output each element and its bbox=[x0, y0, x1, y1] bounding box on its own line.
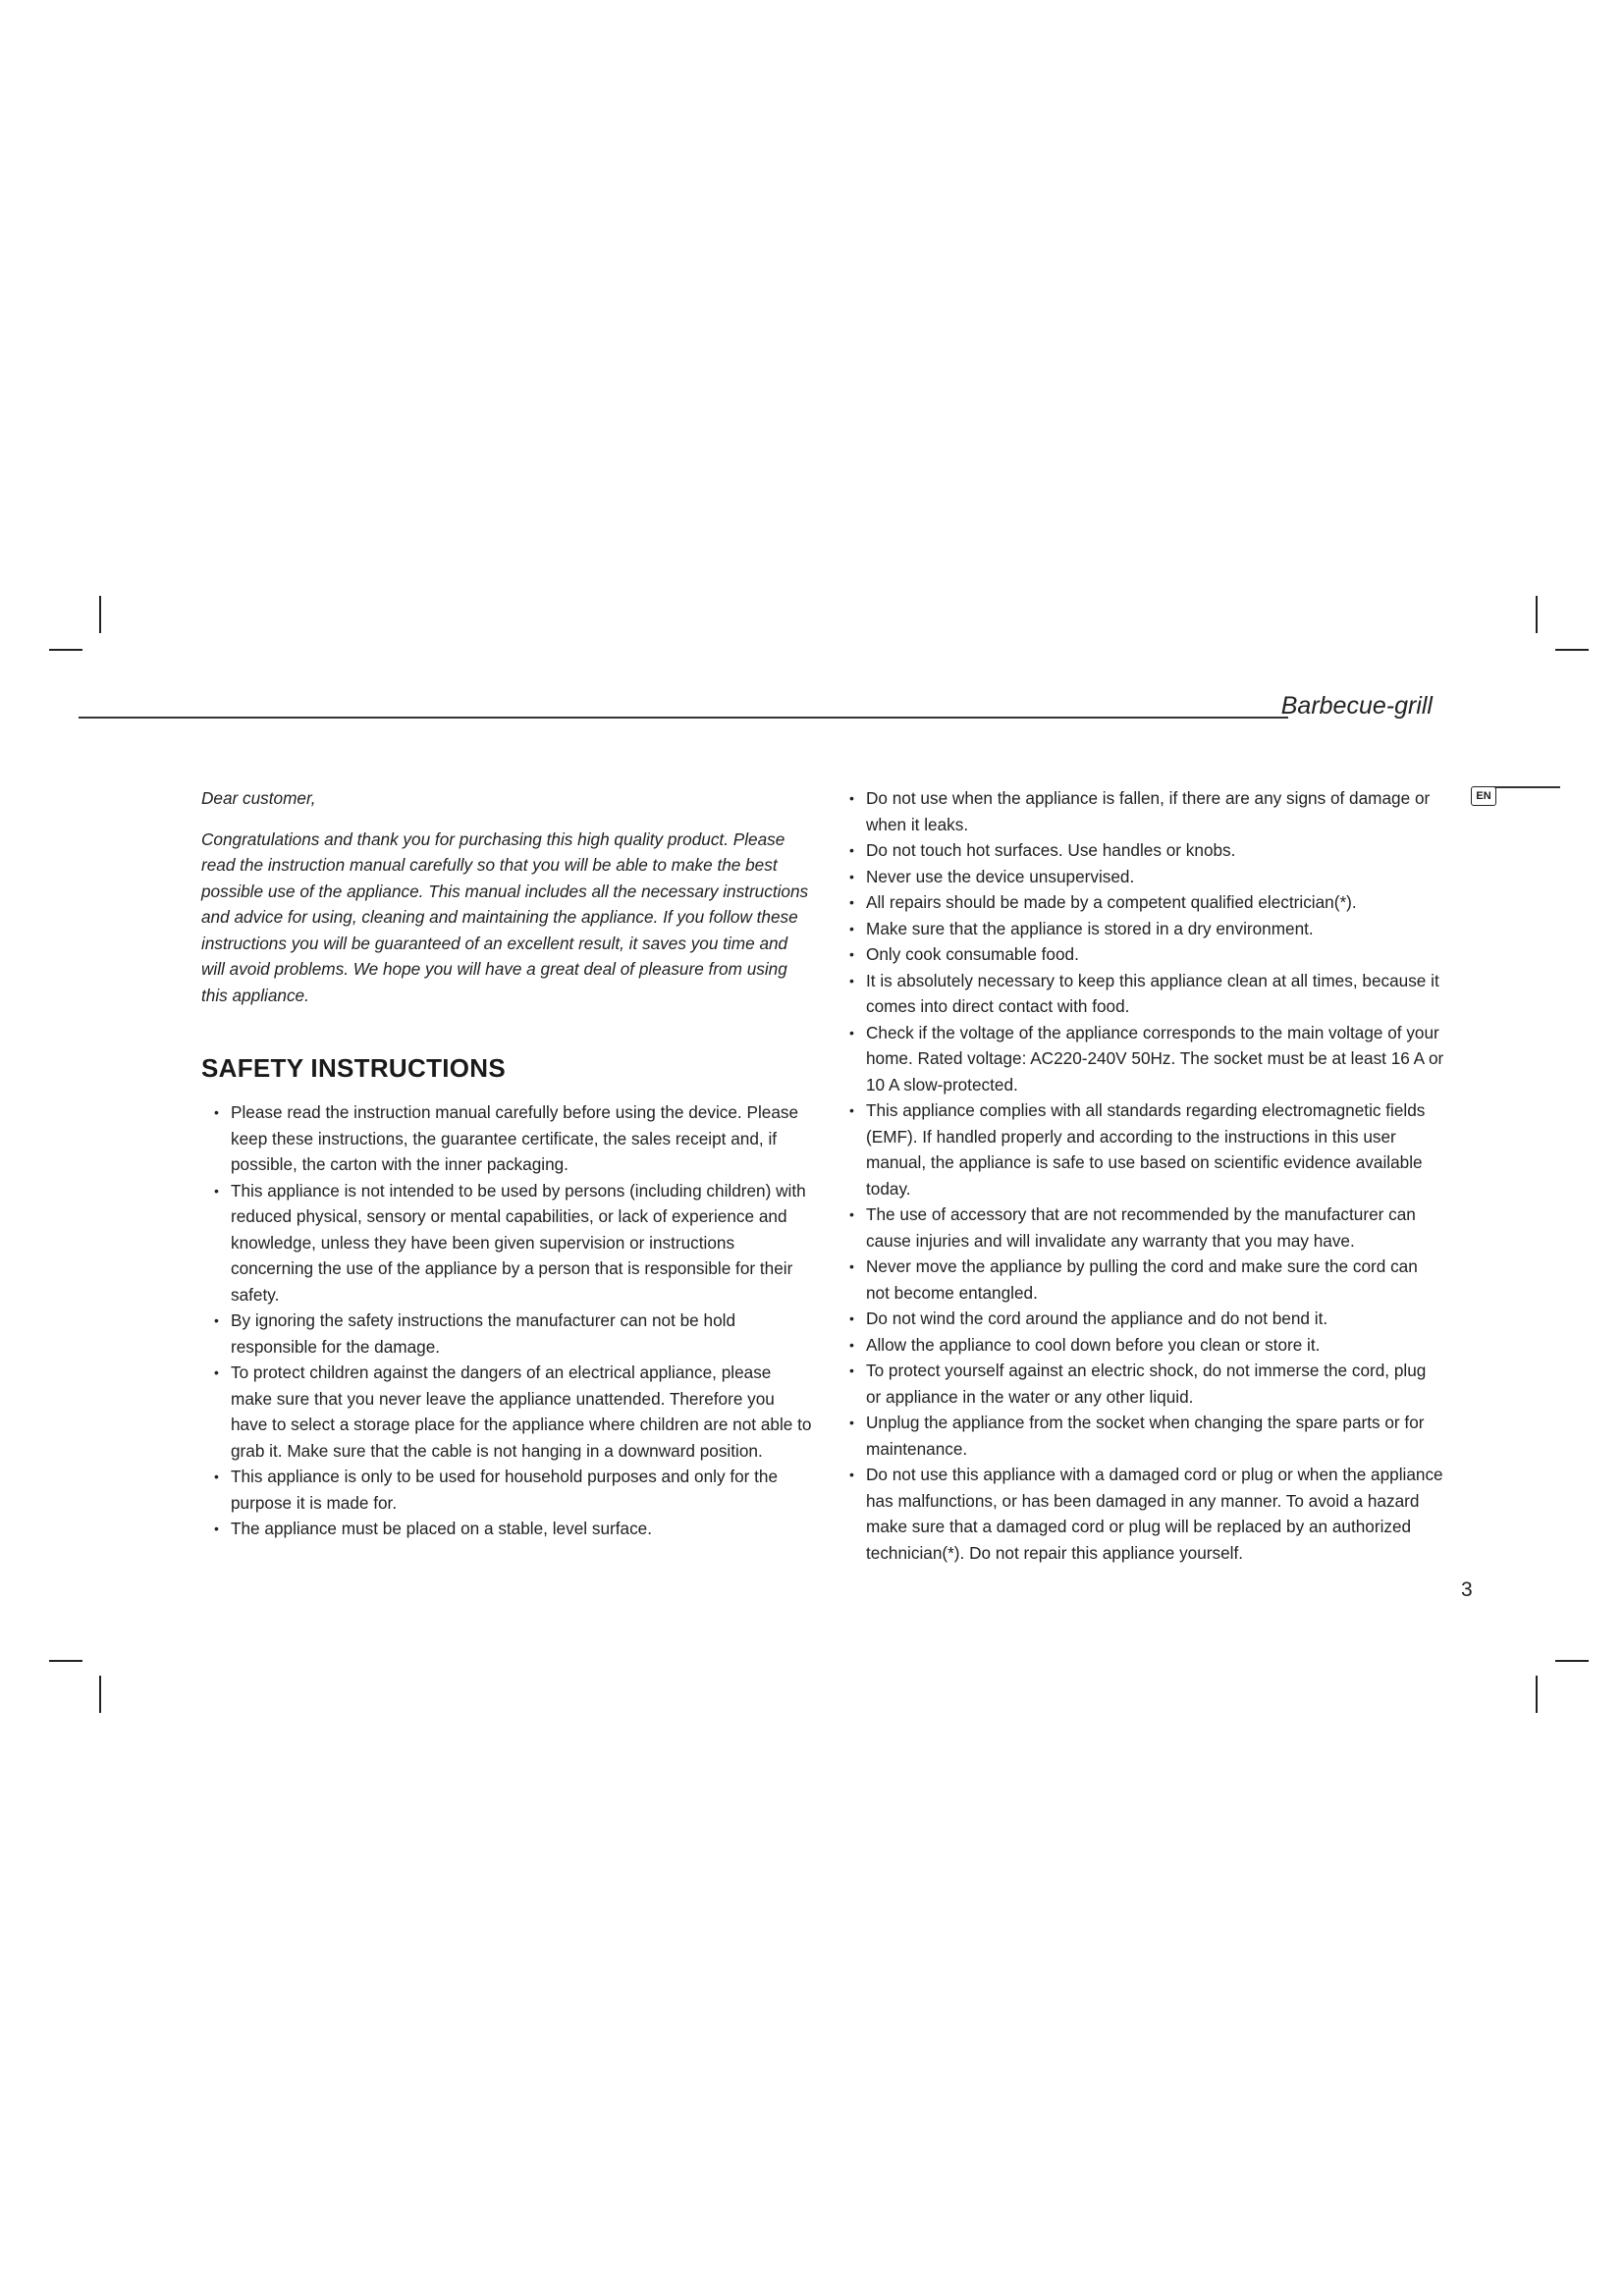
list-item: • The appliance must be placed on a stable, level surface. bbox=[209, 1516, 815, 1542]
header-rule bbox=[79, 717, 1288, 719]
list-item: • Do not wind the cord around the appliance and do not bend it. bbox=[844, 1306, 1445, 1332]
list-item: • This appliance is only to be used for household purposes and only for the purpose it is made for. bbox=[209, 1464, 815, 1516]
list-item: • This appliance complies with all standards regarding electromagnetic fields (EMF). If handled properly and according to the instructions in this user manual, the appliance is safe to use based on scientific evidence available today. bbox=[844, 1097, 1445, 1201]
crop-mark-bottom-left-horizontal bbox=[49, 1660, 82, 1662]
crop-mark-top-left-horizontal bbox=[49, 649, 82, 651]
list-item: • This appliance is not intended to be used by persons (including children) with reduced physical, sensory or mental capabilities, or lack of experience and knowledge, unless they have been given supervision or instructions concerning the use of the appliance by a person that is responsible for their safety. bbox=[209, 1178, 815, 1308]
list-item: • To protect yourself against an electric shock, do not immerse the cord, plug or appliance in the water or any other liquid. bbox=[844, 1358, 1445, 1410]
list-item: • It is absolutely necessary to keep this appliance clean at all times, because it comes into direct contact with food. bbox=[844, 968, 1445, 1020]
list-item: • Check if the voltage of the appliance corresponds to the main voltage of your home. Rated voltage: AC220-240V 50Hz. The socket must be at least 16 A or 10 A slow-protected. bbox=[844, 1020, 1445, 1098]
safety-list-left bbox=[209, 1099, 815, 1542]
language-badge: EN bbox=[1471, 786, 1496, 806]
left-column bbox=[201, 785, 815, 1542]
list-item: • Do not touch hot surfaces. Use handles or knobs. bbox=[844, 837, 1445, 864]
list-item: • To protect children against the dangers of an electrical appliance, please make sure that you never leave the appliance unattended. Therefore you have to select a storage place for the appliance where children are not able to grab it. Make sure that the cable is not hanging in a downward position. bbox=[209, 1360, 815, 1464]
section-title: SAFETY INSTRUCTIONS bbox=[201, 1053, 507, 1083]
list-item: • All repairs should be made by a competent qualified electrician(*). bbox=[844, 889, 1445, 916]
list-item: • Do not use when the appliance is fallen, if there are any signs of damage or when it leaks. bbox=[844, 785, 1445, 837]
page-header-title: Barbecue-grill bbox=[1280, 692, 1433, 720]
crop-mark-top-right-vertical bbox=[1536, 596, 1538, 633]
list-item: • By ignoring the safety instructions the manufacturer can not be hold responsible for the damage. bbox=[209, 1308, 815, 1360]
list-item: • Only cook consumable food. bbox=[844, 941, 1445, 968]
right-column bbox=[844, 785, 1445, 1566]
page-number: 3 bbox=[1461, 1578, 1473, 1601]
greeting: Dear customer, bbox=[201, 788, 316, 808]
list-item: • Never move the appliance by pulling the cord and make sure the cord can not become entangled. bbox=[844, 1254, 1445, 1306]
list-item: • Do not use this appliance with a damaged cord or plug or when the appliance has malfunctions, or has been damaged in any manner. To avoid a hazard make sure that a damaged cord or plug will be replaced by an authorized technician(*). Do not repair this appliance yourself. bbox=[844, 1462, 1445, 1566]
intro-paragraph: Congratulations and thank you for purchasing this high quality product. Please read the instruction manual carefully so that you will be able to make the best possible use of the appliance. This manual includes all the necessary instructions and advice for using, cleaning and maintaining the appliance. If you follow these instructions you will be guaranteed of an excellent result, it saves you time and will avoid problems. We hope you will have a great deal of pleasure from using this appliance. bbox=[201, 828, 809, 1005]
crop-mark-bottom-right-vertical bbox=[1536, 1676, 1538, 1713]
crop-mark-bottom-right-horizontal bbox=[1555, 1660, 1589, 1662]
list-item: • Unplug the appliance from the socket when changing the spare parts or for maintenance. bbox=[844, 1410, 1445, 1462]
crop-mark-top-right-horizontal bbox=[1555, 649, 1589, 651]
list-item: • Never use the device unsupervised. bbox=[844, 864, 1445, 890]
list-item: • Allow the appliance to cool down before you clean or store it. bbox=[844, 1332, 1445, 1359]
list-item: • The use of accessory that are not recommended by the manufacturer can cause injuries and will invalidate any warranty that you may have. bbox=[844, 1201, 1445, 1254]
safety-list-right bbox=[844, 785, 1445, 1566]
crop-mark-top-left-vertical bbox=[99, 596, 101, 633]
crop-mark-bottom-left-vertical bbox=[99, 1676, 101, 1713]
list-item: • Make sure that the appliance is stored in a dry environment. bbox=[844, 916, 1445, 942]
list-item: • Please read the instruction manual carefully before using the device. Please keep these instructions, the guarantee certificate, the sales receipt and, if possible, the carton with the inner packaging. bbox=[209, 1099, 815, 1178]
